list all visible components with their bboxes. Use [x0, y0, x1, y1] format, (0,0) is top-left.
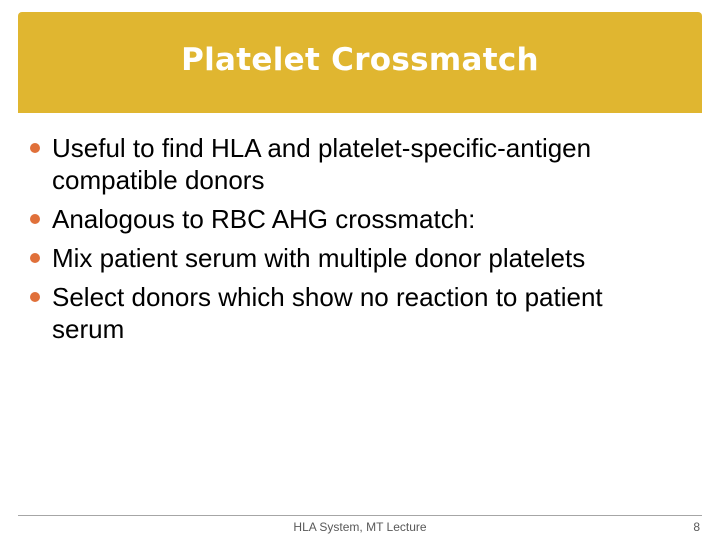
bullet-text: Useful to find HLA and platelet-specific-antigen compatible donors — [52, 133, 592, 195]
title-band — [18, 12, 702, 113]
bullet-dot-icon — [30, 143, 40, 153]
bullet-text: Select donors which show no reaction to patient serum — [52, 282, 603, 344]
bullet-dot-icon — [30, 253, 40, 263]
page-number: 8 — [693, 520, 700, 534]
bullet-dot-icon — [30, 214, 40, 224]
bullet-item — [30, 242, 680, 274]
bullet-dot-icon — [30, 292, 40, 302]
bullet-item — [30, 203, 680, 235]
footer-text: HLA System, MT Lecture — [293, 520, 427, 534]
slide-title: Platelet Crossmatch — [181, 41, 539, 78]
bullet-text: Analogous to RBC AHG crossmatch: — [52, 204, 476, 234]
bullet-text: Mix patient serum with multiple donor platelets — [52, 243, 586, 273]
footer-divider — [18, 515, 702, 516]
bullet-list — [30, 132, 680, 352]
bullet-item — [30, 132, 680, 196]
bullet-item — [30, 281, 680, 345]
